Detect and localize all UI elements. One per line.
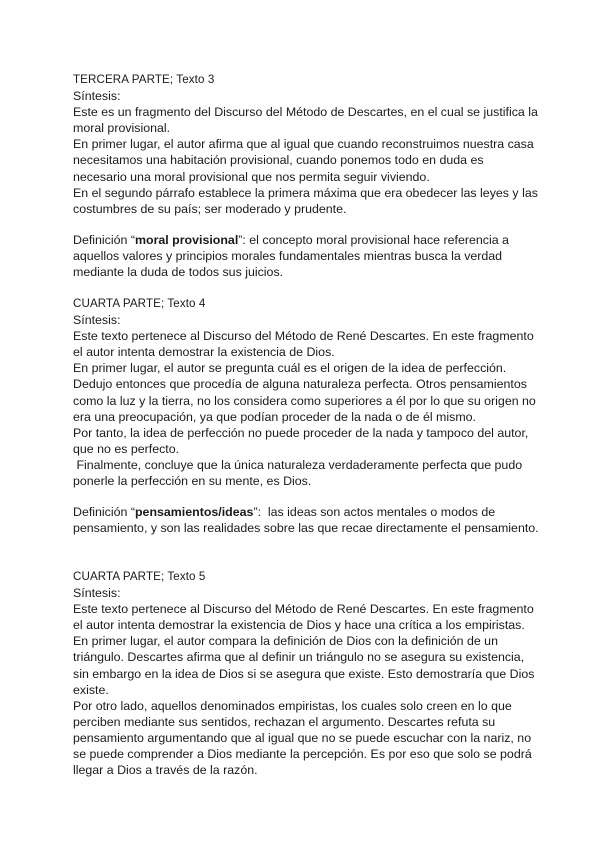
paragraph-line: En el segundo párrafo establece la primera máxima que era obedecer las leyes y las (73, 185, 538, 200)
paragraph-line: moral provisional. (73, 121, 171, 136)
section-cuarta-parte-texto-5 (73, 569, 543, 778)
section-heading: TERCERA PARTE; Texto 3 (73, 73, 215, 86)
definition-first-line (73, 232, 543, 248)
paragraph-line: Dedujo entonces que procedía de alguna naturaleza perfecta. Otros pensamientos (73, 377, 527, 392)
paragraph-line: Finalmente, concluye que la única naturaleza verdaderamente perfecta que pudo (73, 457, 523, 472)
paragraph-line: Este es un fragmento del Discurso del Método de Descartes, en el cual se justifica la (73, 105, 538, 120)
definition-line: pensamiento, y son las realidades sobre las que recae directamente el pensamiento. (73, 521, 539, 536)
section-heading: CUARTA PARTE; Texto 4 (73, 297, 206, 310)
paragraph-line: como la luz y la tierra, no los considera como superiores a él por lo que su origen no (73, 393, 536, 408)
paragraph-line: En primer lugar, el autor compara la definición de Dios con la definición de un (73, 634, 498, 649)
paragraph-line: En primer lugar, el autor afirma que al igual que cuando reconstruimos nuestra casa (73, 137, 534, 152)
section-subheading: Síntesis: (73, 89, 121, 104)
paragraph-line: el autor intenta demostrar la existencia de Dios y hace una crítica a los empiristas. (73, 618, 525, 633)
definition-prefix: Definición “ (73, 233, 135, 247)
paragraph-line: existe. (73, 682, 109, 697)
paragraph-line: En primer lugar, el autor se pregunta cuál es el origen de la idea de perfección. (73, 361, 507, 376)
paragraph-line: llegar a Dios a través de la razón. (73, 763, 258, 778)
paragraph-line: pensamiento argumentando que al igual que no se puede escuchar con la nariz, no (73, 730, 532, 745)
paragraph-line: triángulo. Descartes afirma que al definir un triángulo no se asegura su existencia, (73, 650, 525, 665)
paragraph-line: Por tanto, la idea de perfección no puede proceder de la nada y tampoco del autor, (73, 425, 529, 440)
definition-prefix: Definición “ (73, 505, 135, 519)
definition-term: moral provisional (134, 233, 239, 247)
definition-suffix: ”: el concepto moral provisional hace referencia a (238, 233, 509, 247)
definition-pensamientos-ideas (73, 504, 543, 536)
section-subheading: Síntesis: (73, 313, 121, 328)
definition-moral-provisional (73, 232, 543, 280)
paragraph-line: Este texto pertenece al Discurso del Método de René Descartes. En este fragmento (73, 602, 534, 617)
paragraph-line: Este texto pertenece al Discurso del Método de René Descartes. En este fragmento (73, 329, 534, 344)
paragraph-line: se puede comprender a Dios mediante la percepción. Es por eso que solo se podrá (73, 747, 532, 762)
definition-first-line (73, 504, 543, 520)
paragraph-line: ponerle la perfección en su mente, es Dios. (73, 474, 312, 489)
paragraph-line: sin embargo en la idea de Dios si se asegura que existe. Esto demostraría que Dios (73, 666, 535, 681)
definition-term: pensamientos/ideas (134, 505, 254, 519)
definition-line: aquellos valores y principios morales fundamentales mientras busca la verdad (73, 249, 503, 264)
section-cuarta-parte-texto-4 (73, 296, 543, 489)
paragraph-line: costumbres de su país; ser moderado y prudente. (73, 201, 347, 216)
paragraph-line: perciben mediante sus sentidos, rechazan el argumento. Descartes refuta su (73, 714, 496, 729)
section-subheading: Síntesis: (73, 586, 121, 601)
section-tercera-parte-texto-3 (73, 72, 543, 217)
definition-line: mediante la duda de todos sus juicios. (73, 265, 284, 280)
section-heading: CUARTA PARTE; Texto 5 (73, 570, 206, 583)
paragraph-line: el autor intenta demostrar la existencia de Dios. (73, 345, 335, 360)
paragraph-line: necesario una moral provisional que nos permita seguir viviendo. (73, 169, 430, 184)
paragraph-line: que no es perfecto. (73, 441, 180, 456)
paragraph-line: era una preocupación, ya que podían proceder de la nada o de él mismo. (73, 409, 476, 424)
paragraph-line: necesitamos una habitación provisional, cuando ponemos todo en duda es (73, 153, 484, 168)
definition-suffix: ”: las ideas son actos mentales o modos de (253, 505, 496, 519)
paragraph-line: Por otro lado, aquellos denominados empiristas, los cuales solo creen en lo que (73, 698, 512, 713)
